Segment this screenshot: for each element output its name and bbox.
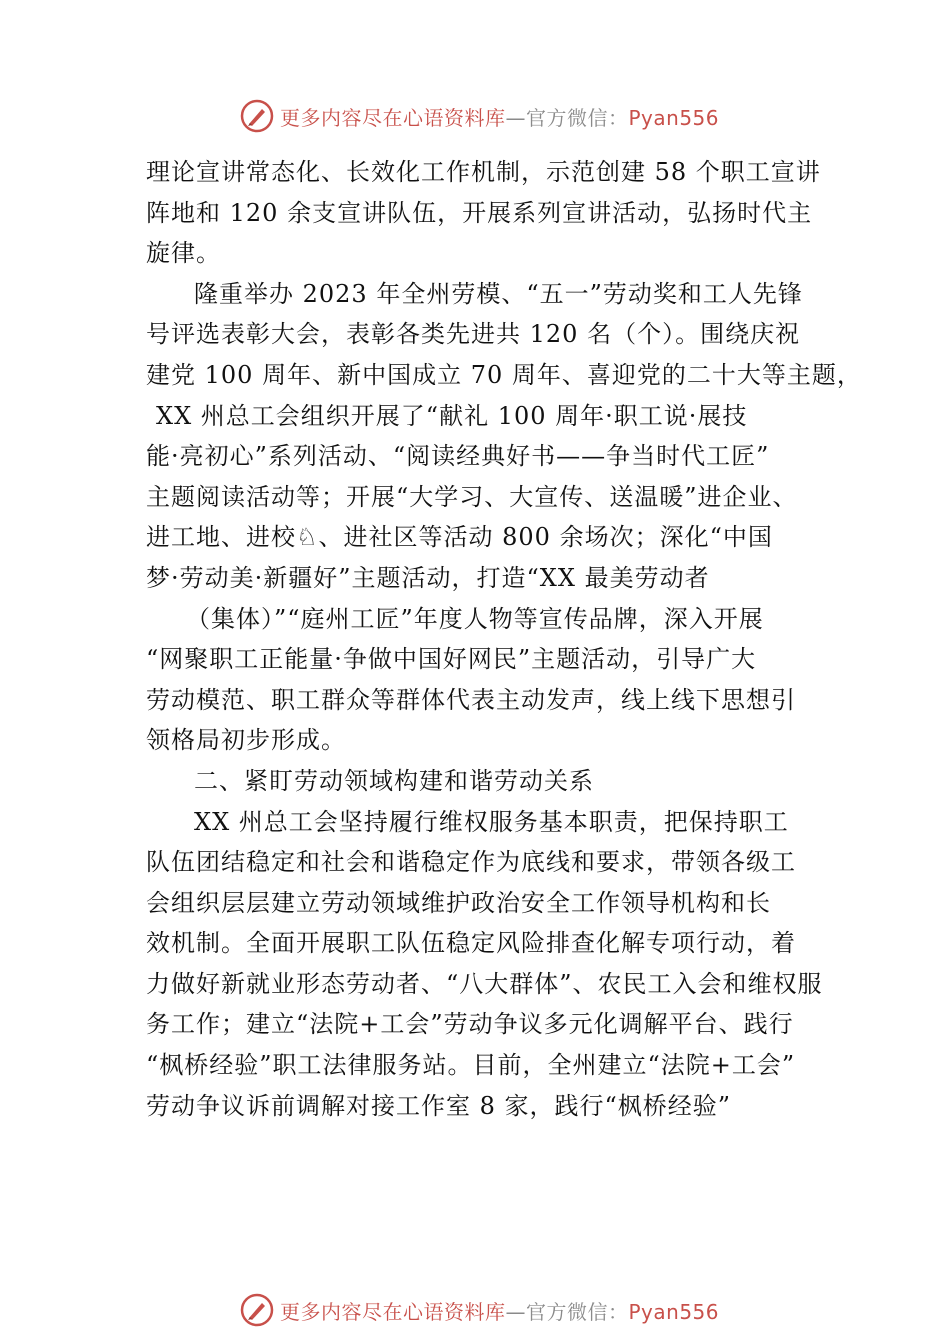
banner-official: 官方微信：: [526, 1299, 629, 1324]
document-body: [146, 152, 862, 1126]
pen-logo-icon: [240, 1293, 274, 1327]
body-line: 梦·劳动美·新疆好”主题活动，打造“XX 最美劳动者: [146, 563, 710, 592]
pen-logo-icon: [240, 99, 274, 133]
banner-text: [280, 102, 719, 131]
body-line: 队伍团结稳定和社会和谐稳定作为底线和要求，带领各级工: [146, 848, 796, 877]
banner-wechat-id: Pyan556: [628, 105, 720, 130]
body-line: 隆重举办 2023 年全州劳模、“五一”劳动奖和工人先锋: [194, 279, 803, 308]
body-line: 旋律。: [146, 239, 221, 268]
body-line: 领格局初步形成。: [146, 726, 346, 755]
banner-dash: —: [505, 105, 526, 130]
body-line: 劳动模范、职工群众等群体代表主动发声，线上线下思想引: [146, 685, 796, 714]
section-heading: 二、紧盯劳动领域构建和谐劳动关系: [194, 766, 594, 795]
body-line: 建党 100 周年、新中国成立 70 周年、喜迎党的二十大等主题，: [146, 360, 862, 389]
body-line: XX 州总工会坚持履行维权服务基本职责，把保持职工: [194, 807, 789, 836]
banner-wechat-id: Pyan556: [628, 1299, 720, 1324]
body-line: 务工作；建立“法院+工会”劳动争议多元化调解平台、践行: [146, 1010, 794, 1039]
body-line: “网聚职工正能量·争做中国好网民”主题活动，引导广大: [146, 645, 757, 674]
body-line: 会组织层层建立劳动领域维护政治安全工作领导机构和长: [146, 888, 771, 917]
header-banner: [240, 96, 760, 136]
footer-banner: [240, 1290, 760, 1330]
body-line: 理论宣讲常态化、长效化工作机制，示范创建 58 个职工宣讲: [146, 158, 821, 186]
body-line: XX 州总工会组织开展了“献礼 100 周年·职工说·展技: [156, 401, 748, 430]
banner-dash: —: [505, 1299, 526, 1324]
body-line: 力做好新就业形态劳动者、“八大群体”、农民工入会和维权服: [146, 969, 823, 998]
body-line: 能·亮初心”系列活动、“阅读经典好书——争当时代工匠”: [146, 442, 770, 471]
body-line: 主题阅读活动等；开展“大学习、大宣传、送温暖”进企业、: [146, 482, 798, 511]
banner-main: 更多内容尽在心语资料库: [280, 1299, 506, 1324]
banner-official: 官方微信：: [526, 105, 629, 130]
body-line: （集体）”“庭州工匠”年度人物等宣传品牌，深入开展: [186, 604, 764, 633]
body-line: 号评选表彰大会，表彰各类先进共 120 名（个）。围绕庆祝: [146, 320, 801, 349]
body-line: “枫桥经验”职工法律服务站。目前，全州建立“法院+工会”: [146, 1051, 796, 1080]
body-line: 进工地、进校♘、进社区等活动 800 余场次；深化“中国: [146, 523, 773, 552]
body-line: 效机制。全面开展职工队伍稳定风险排查化解专项行动，着: [146, 929, 796, 958]
banner-main: 更多内容尽在心语资料库: [280, 105, 506, 130]
banner-text: [280, 1296, 719, 1325]
body-line: 劳动争议诉前调解对接工作室 8 家，践行“枫桥经验”: [146, 1091, 732, 1120]
body-line: 阵地和 120 余支宣讲队伍，开展系列宣讲活动，弘扬时代主: [146, 198, 813, 227]
